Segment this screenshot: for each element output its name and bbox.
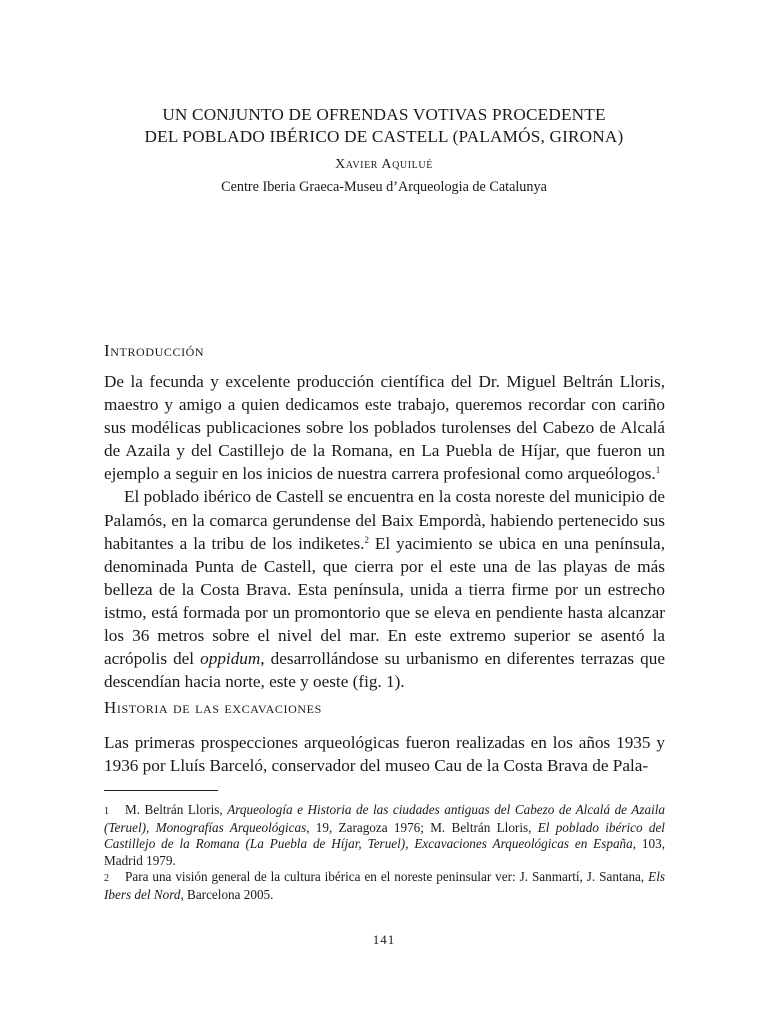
footnote-text: , 19, Zaragoza 1976; M. Beltrán Lloris, xyxy=(306,820,538,836)
footnote-text: Para una visión general de la cultura ibérica en el noreste peninsular ver: J. Sanmartí, J. Santana, xyxy=(125,868,649,884)
footnote-text: , Barcelona 2005. xyxy=(180,887,274,903)
author-name: Xavier Aquilué xyxy=(335,157,433,172)
paragraph-text: El poblado ibérico de Castell se encuentra en la costa noreste del municipio de Palamós, en la comarca gerundense del Baix Empordà, habiendo pertenecido sus habitantes a la tribu de los indiketes. xyxy=(104,487,665,553)
paragraph-text: De la fecunda y excelente producción científica del Dr. Miguel Beltrán Lloris, maestro y amigo a quien dedicamos este trabajo, queremos recordar con cariño sus modélicas publicaciones sobre los poblados turolenses del Cabezo de Alcalá de Azaila y del Castillejo de la Romana, en La Puebla de Híjar, que fueron un ejemplo a seguir en los inicios de nuestra carrera profesional como arqueólogos. xyxy=(104,372,665,484)
page-number: 141 xyxy=(372,932,396,947)
footnote-divider xyxy=(104,790,218,791)
section-heading-introduccion: Introducción xyxy=(104,341,205,360)
paragraph xyxy=(104,485,665,693)
section-body-historia xyxy=(104,731,665,777)
author-affiliation: Centre Iberia Graeca-Museu d’Arqueologia de Catalunya xyxy=(221,179,547,195)
section-body-introduccion xyxy=(104,370,665,693)
article-title xyxy=(104,104,664,148)
footnote-2 xyxy=(104,869,665,903)
footnote-italic: Els Ibers del Nord xyxy=(104,868,665,903)
footnote-number: 2 xyxy=(104,872,109,884)
footnote-number: 1 xyxy=(104,806,109,817)
italic-term: oppidum xyxy=(200,649,261,669)
paragraph: Las primeras prospecciones arqueológicas fueron realizadas en los años 1935 y 1936 por Lluís Barceló, conservador del museo Cau de la Costa Brava de Pala- xyxy=(104,733,665,776)
paragraph-text: El yacimiento se ubica en una península, denominada Punta de Castell, que cierra por el este una de las playas de más belleza de la Costa Brava. Esta península, unida a tierra firme por un estrecho istmo, está formada por un promontorio que se eleva en pendiente hasta alcanzar los 36 metros sobre el nivel del mar. En este extremo superior se asentó la acrópolis del xyxy=(104,533,665,669)
footnotes xyxy=(104,802,665,903)
footnote-italic: Arqueología e Historia de las ciudades antiguas del Cabezo de Alcalá de Azaila (Teruel), Monografías Arqueológicas xyxy=(104,802,665,836)
footnote-ref: 2 xyxy=(364,534,369,545)
footnote-italic: El poblado ibérico del Castillejo de la Romana (La Puebla de Híjar, Teruel), Excavaciones Arqueológicas en España xyxy=(104,820,665,852)
footnote-text: M. Beltrán Lloris, xyxy=(125,802,228,817)
footnote-ref: 1 xyxy=(655,465,661,476)
footnote-text: , 103, Madrid 1979. xyxy=(104,836,665,868)
footnote-1 xyxy=(104,802,665,869)
paragraph xyxy=(104,370,665,485)
title-line-1: UN CONJUNTO DE OFRENDAS VOTIVAS PROCEDENTE xyxy=(162,105,606,124)
title-line-2: DEL POBLADO IBÉRICO DE CASTELL (PALAMÓS, GIRONA) xyxy=(144,127,624,146)
paragraph-text: , desarrollándose su urbanismo en diferentes terrazas que descendían hacia norte, este y oeste (fig. 1). xyxy=(104,649,665,692)
section-heading-historia: Historia de las excavaciones xyxy=(104,698,322,717)
